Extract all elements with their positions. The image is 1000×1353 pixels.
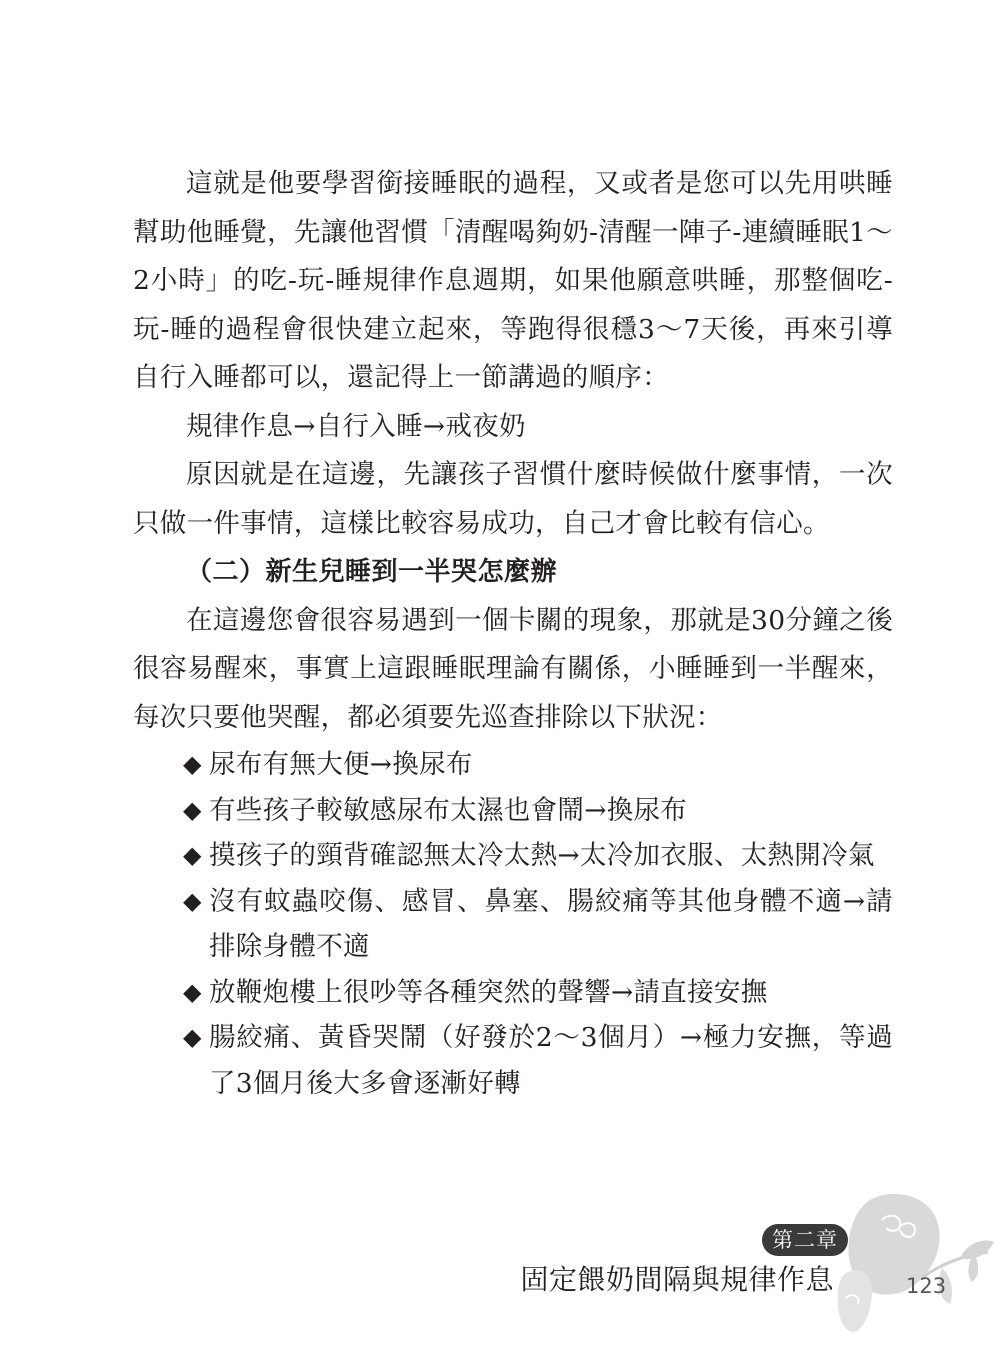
section-paragraph: 在這邊您會很容易遇到一個卡關的現象，那就是30分鐘之後很容易醒來，事實上這跟睡眠理論有關係，小睡睡到一半醒來，每次只要他哭醒，都必須要先巡查排除以下狀況： [133,604,893,733]
body-paragraph: 這就是他要學習銜接睡眠的過程，又或者是您可以先用哄睡幫助他睡覺，先讓他習慣「清醒喝夠奶-清醒一陣子-連續睡眠1～2小時」的吃-玩-睡規律作息週期，如果他願意哄睡，那整個吃-玩-睡的過程會很快建立起來，等跑得很穩3～7天後，再來引導自行入睡都可以，還記得上一節講過的順序： [133,168,893,393]
checklist [133,742,893,1106]
list-item-text: 摸孩子的頸背確認無太冷太熱→太冷加衣服、太熱開冷氣 [209,840,875,871]
list-item-text: 有些孩子較敏感尿布太濕也會鬧→換尿布 [209,794,688,826]
list-item [133,1015,893,1106]
diamond-bullet-icon: ◆ [183,1023,202,1051]
list-item-text: 腸絞痛、黃昏哭鬧（好發於2～3個月）→極力安撫，等過了3個月後大多會逐漸好轉 [209,1022,893,1099]
body-paragraph: 原因就是在這邊，先讓孩子習慣什麼時候做什麼事情，一次只做一件事情，這樣比較容易成功，自己才會比較有信心。 [133,459,893,539]
list-item-text: 尿布有無大便→換尿布 [209,749,473,780]
diamond-bullet-icon: ◆ [183,841,202,869]
diamond-bullet-icon: ◆ [183,886,202,915]
list-item-text: 放鞭炮樓上很吵等各種突然的聲響→請直接安撫 [209,976,768,1008]
list-item [133,879,893,970]
page-footer [0,1180,1000,1353]
sequence-line: 規律作息→自行入睡→戒夜奶 [186,410,526,442]
chapter-title: 固定餵奶間隔與規律作息 [520,1263,834,1296]
section-heading: （二）新生兒睡到一半哭怎麼辦 [186,557,558,587]
chapter-badge: 第二章 [762,1224,848,1256]
page-number: 123 [906,1274,947,1298]
diamond-bullet-icon: ◆ [183,977,202,1006]
list-item-text: 沒有蚊蟲咬傷、感冒、鼻塞、腸絞痛等其他身體不適→請排除身體不適 [209,885,893,962]
list-item [133,788,893,834]
diamond-bullet-icon: ◆ [183,750,202,778]
list-item [133,833,893,879]
list-item [133,970,893,1016]
list-item [133,742,893,788]
baby-bottle-leaf-decoration-icon [830,1180,1000,1340]
diamond-bullet-icon: ◆ [183,795,202,824]
page-body [133,160,893,1106]
